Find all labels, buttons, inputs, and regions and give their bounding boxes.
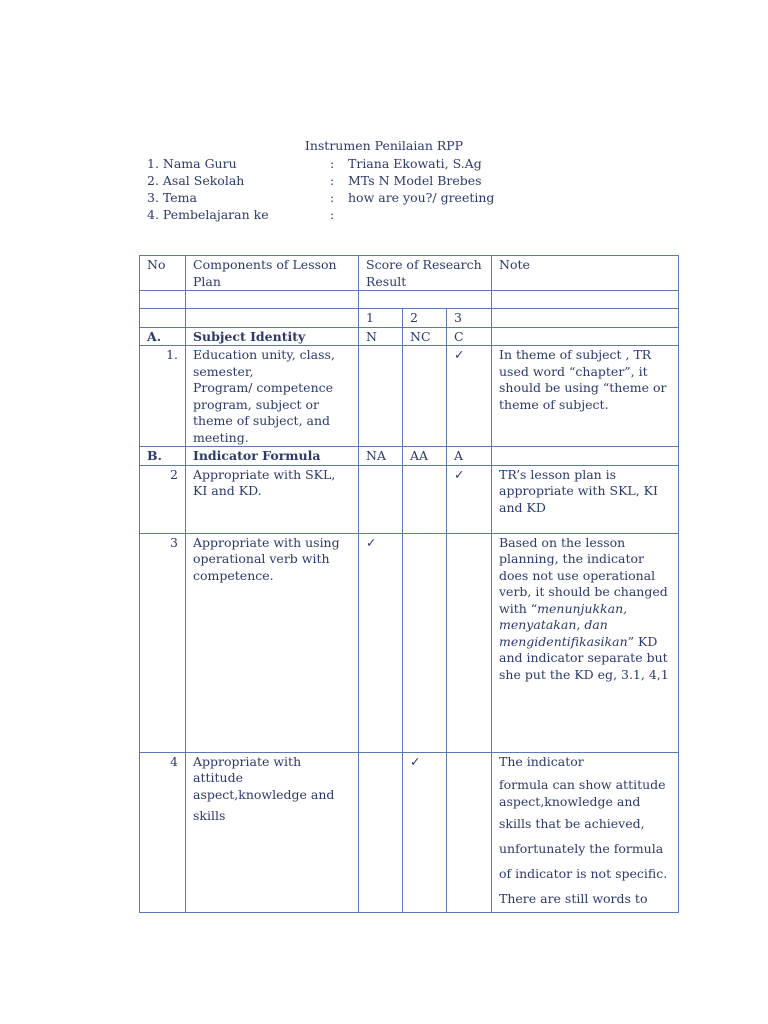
score-label: A <box>447 447 492 466</box>
info-row-teacher-name <box>147 155 707 172</box>
teacher-info <box>147 155 707 223</box>
empty-cell <box>140 291 186 309</box>
empty-score-cell <box>403 533 447 752</box>
score-label: N <box>359 327 403 346</box>
section-b-row <box>140 447 679 466</box>
note-italic-text: menunjukkan, menyatakan, dan mengidentifikasikan <box>499 600 628 649</box>
empty-score-cell <box>359 465 403 533</box>
note-cell: TR’s lesson plan is appropriate with SKL, KI and KD <box>492 465 679 533</box>
info-row-meeting <box>147 206 707 223</box>
section-letter: B. <box>140 447 186 466</box>
note-text: Based on the lesson planning, the indicator does not use operational verb, it should be changed with “ <box>499 534 668 616</box>
note-cell <box>492 752 679 912</box>
info-colon: : <box>330 207 335 222</box>
empty-cell <box>492 291 679 309</box>
row-number: 1. <box>140 346 186 447</box>
component-text: skills <box>193 808 226 823</box>
note-text: skills that be achieved, unfortunately the formula of indicator is not specific. There are still words to <box>499 816 668 906</box>
note-text: formula can show attitude aspect,knowledge and <box>499 777 666 809</box>
header-no: No <box>140 256 186 291</box>
row-number: 4 <box>140 752 186 912</box>
section-title: Indicator Formula <box>186 447 359 466</box>
component-cell <box>186 346 359 447</box>
empty-score-cell <box>359 752 403 912</box>
info-row-school <box>147 172 707 189</box>
document-title: Instrumen Penilaian RPP <box>304 138 464 153</box>
empty-cell <box>492 327 679 346</box>
info-label: 2. Asal Sekolah <box>147 173 245 188</box>
empty-score-cell <box>403 465 447 533</box>
info-label: 1. Nama Guru <box>147 156 237 171</box>
score-label: C <box>447 327 492 346</box>
note-cell: In theme of subject , TR used word “chapter”, it should be using “theme or theme of subject. <box>492 346 679 447</box>
table-row <box>140 346 679 447</box>
empty-cell <box>140 309 186 328</box>
table-row <box>140 533 679 752</box>
score-label: AA <box>403 447 447 466</box>
header-score: Score of Research Result <box>359 256 492 291</box>
info-label: 4. Pembelajaran ke <box>147 207 269 222</box>
row-number: 3 <box>140 533 186 752</box>
section-a-row <box>140 327 679 346</box>
score-label: NA <box>359 447 403 466</box>
table-row <box>140 465 679 533</box>
info-value: MTs N Model Brebes <box>348 173 482 188</box>
spacer-row <box>140 291 679 309</box>
empty-score-cell <box>447 752 492 912</box>
component-cell: Appropriate with SKL, KI and KD. <box>186 465 359 533</box>
header-components: Components of Lesson Plan <box>186 256 359 291</box>
component-cell <box>186 752 359 912</box>
empty-cell <box>186 291 359 309</box>
component-cell: Appropriate with using operational verb with competence. <box>186 533 359 752</box>
empty-score-cell <box>447 533 492 752</box>
score-number-row <box>140 309 679 328</box>
component-line: Program/ competence <box>193 380 334 395</box>
header-row <box>140 256 679 291</box>
score-number-3: 3 <box>447 309 492 328</box>
section-title: Subject Identity <box>186 327 359 346</box>
empty-cell <box>492 447 679 466</box>
check-icon: ✓ <box>359 533 403 752</box>
empty-cell <box>186 309 359 328</box>
header-note: Note <box>492 256 679 291</box>
table-row <box>140 752 679 912</box>
info-value: Triana Ekowati, S.Ag <box>348 156 482 171</box>
component-line: semester, <box>193 363 254 379</box>
info-value: how are you?/ greeting <box>348 190 495 205</box>
component-line: meeting. <box>193 429 249 445</box>
empty-score-cell <box>403 346 447 447</box>
component-line: program, subject or <box>193 396 319 412</box>
info-colon: : <box>330 156 335 171</box>
note-text: ” KD and indicator separate but she put the KD eg, 3.1, 4,1 <box>499 633 669 682</box>
score-label: NC <box>403 327 447 346</box>
note-cell <box>492 533 679 752</box>
component-text: Appropriate with attitude aspect,knowledge and <box>193 753 335 802</box>
component-line: theme of subject, and <box>193 413 331 428</box>
info-label: 3. Tema <box>147 190 197 205</box>
component-line: Education unity, class, <box>193 347 335 362</box>
assessment-table <box>139 255 679 913</box>
section-letter: A. <box>140 327 186 346</box>
check-icon: ✓ <box>403 752 447 912</box>
empty-cell <box>359 291 492 309</box>
score-number-1: 1 <box>359 309 403 328</box>
check-icon: ✓ <box>447 346 492 447</box>
empty-score-cell <box>359 346 403 447</box>
check-icon: ✓ <box>447 465 492 533</box>
info-colon: : <box>330 190 335 205</box>
empty-cell <box>492 309 679 328</box>
info-row-theme <box>147 189 707 206</box>
info-colon: : <box>330 173 335 188</box>
note-text: The indicator <box>499 753 584 769</box>
row-number: 2 <box>140 465 186 533</box>
score-number-2: 2 <box>403 309 447 328</box>
